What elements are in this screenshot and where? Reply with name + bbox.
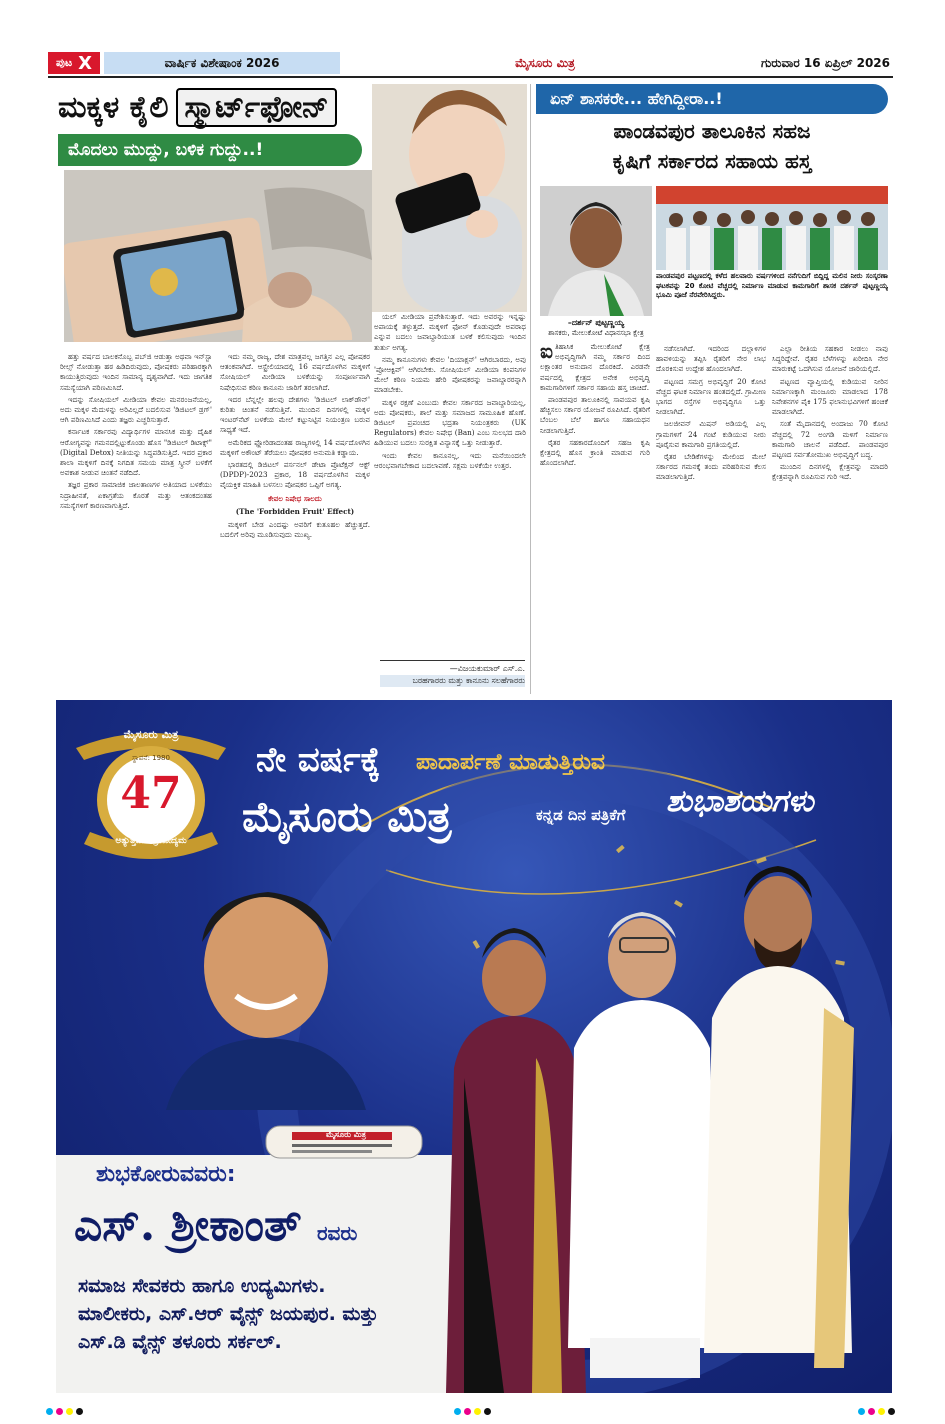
right-article-col2 <box>656 308 766 688</box>
badge-brand: ಮೈಸೂರು ಮಿತ್ರ <box>123 728 179 741</box>
paragraph: ಅಮೆರಿಕದ ಫ್ಲೋರಿಡಾದಂತಹ ರಾಜ್ಯಗಳಲ್ಲಿ 14 ವರ್ಷದೊಳಗಿನ ಮಕ್ಕಳಿಗೆ ಅಕೌಂಟ್ ತೆರೆಯಲು ಪೋಷಕರ ಅನುಮತಿ ಕಡ್ಡಾಯ. <box>220 437 370 457</box>
mla-name: –ದರ್ಶನ್ ಪುಟ್ಟಣ್ಣಯ್ಯ <box>567 318 625 327</box>
phone-hand-photo <box>64 170 372 342</box>
anniversary-advertisement <box>56 700 892 1393</box>
headline-part2: ಸ್ಮಾರ್ಟ್‌ಫೋನ್ <box>176 88 336 127</box>
page-number: X <box>78 52 93 74</box>
paragraph: ಮಕ್ಕಳಿಗೆ ಬೇಡ ಎಂದಷ್ಟು ಅವರಿಗೆ ಕುತೂಹಲ ಹೆಚ್ಚುತ್ತದೆ. ಬದಲಿಗೆ ಅರಿವು ಮೂಡಿಸುವುದು ಮುಖ್ಯ. <box>220 520 370 540</box>
paragraph: ಮುಂದಿನ ದಿನಗಳಲ್ಲಿ ಕ್ಷೇತ್ರವನ್ನು ಮಾದರಿ ಕ್ಷೇತ್ರವನ್ನಾಗಿ ರೂಪಿಸುವ ಗುರಿ ಇದೆ. <box>772 462 888 482</box>
paragraph: ನಡೆಸಲಾಗಿದೆ. ಇದರಿಂದ ದಲ್ಲಾಳಿಗಳ ಹಾವಳಿಯನ್ನು ತಪ್ಪಿಸಿ ರೈತರಿಗೆ ನೇರ ಲಾಭ ದೊರಕಿಸುವ ಉದ್ದೇಶ ಹೊಂದಲಾಗಿದೆ. <box>656 344 766 374</box>
newspaper-roll-image <box>262 1120 426 1164</box>
paragraph-text: ತಿಹಾಸಿಕ ಮೇಲುಕೋಟೆ ಕ್ಷೇತ್ರ ಅಭಿವೃದ್ಧಿಗಾಗಿ ನಮ್ಮ ಸರ್ಕಾರ ದಿಂದ ಲಕ್ಷಾಂತರ ಅನುದಾನ ದೊರಕಿದೆ. ಎರಡನೇ ವರ್ಷದಲ್ಲಿ ಕ್ಷೇತ್ರದ ಅನೇಕ ಅಭಿವೃದ್ಧಿ ಕಾಮಗಾರಿಗಳಿಗೆ ಸರ್ಕಾರ ಸಹಾಯ ಹಸ್ತ ಚಾಚಿದೆ. <box>540 342 650 392</box>
paragraph: ತಜ್ಞರ ಪ್ರಕಾರ ಸಾಮಾಜಿಕ ಜಾಲತಾಣಗಳ ಅತಿಯಾದ ಬಳಕೆಯು ನಿದ್ರಾಹೀನತೆ, ಏಕಾಗ್ರತೆಯ ಕೊರತೆ ಮತ್ತು ಆತಂಕದಂತಹ ಸಮಸ್ಯೆಗಳಿಗೆ ಕಾರಣವಾಗುತ್ತಿದೆ. <box>60 480 212 510</box>
yellow-dot <box>878 1408 885 1415</box>
issue-date: ಗುರುವಾರ 16 ಏಪ್ರಿಲ್ 2026 <box>760 55 890 70</box>
cyan-dot <box>454 1408 461 1415</box>
paragraph: ಭಾರತದಲ್ಲಿ ಡಿಜಿಟಲ್ ಪರ್ಸನಲ್ ಡೇಟಾ ಪ್ರೊಟೆಕ್ಷನ್ ಆಕ್ಟ್ (DPDP)-2023 ಪ್ರಕಾರ, 18 ವರ್ಷದೊಳಗಿನ ಮಕ್ಕಳ ವೈಯಕ್ತಿಕ ಮಾಹಿತಿ ಬಳಸಲು ಪೋಷಕರ ಒಪ್ಪಿಗೆ ಅಗತ್ಯ. <box>220 460 370 490</box>
page-number-badge <box>48 52 100 74</box>
paragraph: ಸಂತೆ ಮೈದಾನದಲ್ಲಿ ಅಂದಾಜು 70 ಕೋಟಿ ವೆಚ್ಚದಲ್ಲಿ 72 ಅಂಗಡಿ ಮಳಿಗೆ ನಿರ್ಮಾಣ ಕಾಮಗಾರಿ ಚಾಲನೆ ಪಡೆದಿದೆ. ಪಾಂಡವಪುರ ಪಟ್ಟಣದ ಸರ್ವತೋಮುಖ ಅಭಿವೃದ್ಧಿಗೆ ಬದ್ಧ. <box>772 419 888 460</box>
crowd-ceremony-photo <box>656 186 888 270</box>
child-with-phone-photo <box>372 84 527 312</box>
mla-title: ಶಾಸಕರು, ಮೇಲುಕೋಟೆ ವಿಧಾನಸಭಾ ಕ್ಷೇತ್ರ <box>548 329 644 337</box>
paragraph: ರೈತರ ಬೇಡಿಕೆಗಳನ್ನು ಮೇಲಿಂದ ಮೇಲೆ ಸರ್ಕಾರದ ಗಮನಕ್ಕೆ ತಂದು ಪರಿಹರಿಸುವ ಕೆಲಸ ಮಾಡಲಾಗುತ್ತಿದೆ. <box>656 452 766 482</box>
photo-caption: ಪಾಂಡವಪುರ ಪಟ್ಟಣದಲ್ಲಿ ಕಳೆದ ಹಲವಾರು ವರ್ಷಗಳಿಂದ ನನೆಗುದಿಗೆ ಬಿದ್ದಿದ್ದ ಮಲಿನ ನೀರು ಸಂಸ್ಕರಣಾ ಘಟಕವನ್ನು 20 ಕೋಟಿ ವೆಚ್ಚದಲ್ಲಿ ನಿರ್ಮಾಣ ಮಾಡುವ ಕಾಮಗಾರಿಗೆ ಶಾಸಕ ದರ್ಶನ್ ಪುಟ್ಟಣ್ಣಯ್ಯ ಭೂಮಿ ಪೂಜೆ ನೆರವೇರಿಸಿದ್ದರು. <box>656 272 888 299</box>
ad-year-line: ನೇ ವರ್ಷಕ್ಕೆ <box>256 740 381 780</box>
paragraph: ಹತ್ತು ವರ್ಷದ ಬಾಲಕನೊಬ್ಬ ಪಬ್‌ಜಿ ಆಡುತ್ತಾ ಅಥವಾ ಇನ್‌ಸ್ಟಾ ರೀಲ್ಸ್ ನೋಡುತ್ತಾ ಹಠ ಹಿಡಿದಿರುವುದು, ಪೋಷಕರು ಪರಿಹಾರಕ್ಕಾಗಿ ಕಾಯುತ್ತಿರುವುದು ಇಂದಿನ ಸಾಮಾನ್ಯ ದೃಶ್ಯವಾಗಿದೆ. ಇದು ಜಾಗತಿಕ ಸಮಸ್ಯೆಯಾಗಿ ಪರಿಣಮಿಸಿದೆ. <box>60 352 212 392</box>
ad-wishes: ಶುಭಾಶಯಗಳು <box>666 784 814 819</box>
yellow-dot <box>474 1408 481 1415</box>
left-article-col1 <box>60 352 212 682</box>
paragraph: ಪಾಂಡವಪುರ ತಾಲೂಕಿನಲ್ಲಿ ಸಾವಯವ ಕೃಷಿ ಹೆಚ್ಚಿಸಲು ಸರ್ಕಾರ ಯೋಜನೆ ರೂಪಿಸಿದೆ. ರೈತರಿಗೆ ಬೆಂಬಲ ಬೆಲೆ ಹಾಗೂ ಸಹಾಯಧನ ನೀಡಲಾಗುತ್ತಿದೆ. <box>540 395 650 435</box>
magenta-dot <box>56 1408 63 1415</box>
byline-role: ಬರಹಗಾರರು ಮತ್ತು ಕಾನೂನು ಸಲಹೆಗಾರರು <box>380 675 525 687</box>
mla-caption <box>536 318 656 340</box>
badge-motto: ಅತ್ಯುತ್ತಮ ಪತ್ರಿಕೋದ್ಯಮ <box>115 836 187 846</box>
black-dot <box>484 1408 491 1415</box>
paragraph: ಯಲ್ ಮೀಡಿಯಾ ಪ್ರವೇಶಿಸುತ್ತಾರೆ. ಇದು ಅವರನ್ನು ಇನ್ನಷ್ಟು ಅಪಾಯಕ್ಕೆ ತಳ್ಳುತ್ತದೆ. ಮಕ್ಕಳಿಗೆ ಫೋನ್ ಕೊಡುವುದೇ ಅಪರಾಧ ಎನ್ನುವ ಬದಲು ಜವಾಬ್ದಾರಿಯುತ ಬಳಕೆ ಕಲಿಸುವುದು ಇಂದಿನ ತುರ್ತು ಅಗತ್ಯ. <box>374 312 526 352</box>
ad-paper-name: ಮೈಸೂರು ಮಿತ್ರ <box>242 792 452 841</box>
ad-paper-type: ಕನ್ನಡ ದಿನ ಪತ್ರಿಕೆಗೆ <box>536 806 626 824</box>
paragraph: ಪಟ್ಟಣದ ಸಮಗ್ರ ಅಭಿವೃದ್ಧಿಗೆ 20 ಕೋಟಿ ವೆಚ್ಚದ ಘಟಕ ನಿರ್ಮಾಣ ಹಂತದಲ್ಲಿದೆ. ಗ್ರಾಮೀಣ ಭಾಗದ ರಸ್ತೆಗಳ ಅಭಿವೃದ್ಧಿಗೂ ಒತ್ತು ನೀಡಲಾಗಿದೆ. <box>656 376 766 417</box>
left-article-col2 <box>220 352 370 682</box>
paragraph: ನಮ್ಮ ಕಾನೂನುಗಳು ಕೇವಲ 'ದಿಯಾಕ್ಷನ್' ಆಗಿರಬಾರದು, ಅವು 'ಪ್ರೋಆಕ್ಟಿವ್' ಆಗಿರಬೇಕು. ಸೋಷಿಯಲ್ ಮೀಡಿಯಾ ಕಂಪನಿಗಳ ಮೇಲೆ ಕಠಿಣ ನಿಯಮ ಹೇರಿ ಪೋಷಕರನ್ನು ಜವಾಬ್ದಾರರನ್ನಾಗಿ ಮಾಡಬೇಕು. <box>374 354 526 395</box>
sponsor-name-text: ಎಸ್. ಶ್ರೀಕಾಂತ್ <box>74 1200 302 1251</box>
byline-name: —ವಿಜಯಕುಮಾರ್ ಎಸ್.ಎ. <box>449 664 525 673</box>
sponsor-name <box>74 1200 454 1270</box>
anniversary-badge <box>66 718 236 866</box>
yellow-dot <box>66 1408 73 1415</box>
masthead-brand: ಮೈಸೂರು ಮಿತ್ರ <box>515 55 575 70</box>
right-article-col1 <box>540 342 650 688</box>
paragraph: ರೈತರ ಸಹಕಾರದೊಂದಿಗೆ ಸಹಜ ಕೃಷಿ ಕ್ಷೇತ್ರದಲ್ಲಿ ಹೊಸ ಕ್ರಾಂತಿ ಮಾಡುವ ಗುರಿ ಹೊಂದಲಾಗಿದೆ. <box>540 437 650 468</box>
right-article-col3 <box>772 308 888 688</box>
paragraph: ಕರ್ನಾಟಕ ಸರ್ಕಾರವು ವಿದ್ಯಾರ್ಥಿಗಳ ಮಾನಸಿಕ ಮತ್ತು ದೈಹಿಕ ಆರೋಗ್ಯವನ್ನು ಗಮನದಲ್ಲಿಟ್ಟುಕೊಂಡು ಹೊಸ "ಡಿಜಿಟಲ್ ಡಿಟಾಕ್ಸ್" (Digital Detox) ನೀತಿಯನ್ನು ಸಿದ್ಧಪಡಿಸುತ್ತಿದೆ. ಇದರ ಪ್ರಕಾರ ಶಾಲಾ ಮಕ್ಕಳಿಗೆ ದಿನಕ್ಕೆ ನಿಗದಿತ ಸಮಯ ಮಾತ್ರ ಸ್ಕ್ರೀನ್ ಬಳಕೆಗೆ ಅವಕಾಶ ನೀಡುವ ಚಿಂತನೆ ನಡೆದಿದೆ. <box>60 427 212 478</box>
paragraph: ಇಂದು ಕೇವಲ ಕಾನೂನಲ್ಲ, ಇದು ಮನೆಯಿಂದಲೇ ಆರಂಭವಾಗಬೇಕಾದ ಬದಲಾವಣೆ. ಸಕ್ಷಮ ಬಳಕೆಯೇ ಉತ್ತರ. <box>374 450 526 470</box>
badge-since: ಸ್ಥಾಪನೆ: 1980 <box>132 754 170 762</box>
paragraph: ಜಲಜೀವನ್ ಮಿಷನ್ ಅಡಿಯಲ್ಲಿ ಎಲ್ಲ ಗ್ರಾಮಗಳಿಗೆ 24 ಗಂಟೆ ಕುಡಿಯುವ ನೀರು ಪೂರೈಸುವ ಕಾಮಗಾರಿ ಪ್ರಗತಿಯಲ್ಲಿದೆ. <box>656 419 766 449</box>
header-rule <box>48 76 893 78</box>
headline-line2: ಕೃಷಿಗೆ ಸರ್ಕಾರದ ಸಹಾಯ ಹಸ್ತ <box>612 149 812 173</box>
col2-subhead-en: (The 'Forbidden Fruit' Effect) <box>235 506 355 516</box>
sponsor-description <box>78 1272 458 1382</box>
sponsor-label: ಶುಭಕೋರುವವರು: <box>96 1162 236 1187</box>
paragraph: ಇದು ನಮ್ಮ ರಾಜ್ಯ, ದೇಶ ಮಾತ್ರವಲ್ಲ ಜಗತ್ತಿನ ಎಲ್ಲ ಪೋಷಕರ ಆತಂಕವಾಗಿದೆ. ಆಸ್ಟ್ರೇಲಿಯಾದಲ್ಲಿ 16 ವರ್ಷದೊಳಗಿನ ಮಕ್ಕಳಿಗೆ ಸೋಷಿಯಲ್ ಮೀಡಿಯಾ ಬಳಕೆಯನ್ನು ಸಂಪೂರ್ಣವಾಗಿ ನಿಷೇಧಿಸುವ ಕಠಿಣ ಕಾನೂನು ಜಾರಿಗೆ ತರಲಾಗಿದೆ. <box>220 352 370 392</box>
badge-number: 47 <box>120 768 182 819</box>
mla-portrait-photo <box>540 186 652 316</box>
paragraph: ಎಲ್ಲಾ ರೀತಿಯ ಸಹಕಾರ ನೀಡಲು ನಾವು ಸಿದ್ಧರಿದ್ದೇವೆ. ರೈತರ ಬೆಳೆಗಳನ್ನು ಖರೀದಿಸಿ ನೇರ ಮಾರುಕಟ್ಟೆ ಒದಗಿಸುವ ಯೋಜನೆ ಜಾರಿಯಲ್ಲಿದೆ. <box>772 344 888 374</box>
left-byline <box>380 660 525 694</box>
page-label: ಪುಟ <box>55 56 73 69</box>
actor-portrait <box>136 870 376 1110</box>
paragraph: ಇದರ ಬೆನ್ನಲ್ಲೇ ಹಲವು ದೇಶಗಳು 'ಡಿಜಿಟಲ್ ಲಾಕ್‌ಡೌನ್' ಕುರಿತು ಚಿಂತನೆ ನಡೆಸುತ್ತಿವೆ. ಮುಂದಿನ ದಿನಗಳಲ್ಲಿ ಮಕ್ಕಳ ಇಂಟರ್‌ನೆಟ್ ಬಳಕೆಯ ಮೇಲೆ ಕಟ್ಟುನಿಟ್ಟಿನ ನಿಯಂತ್ರಣ ಬರುವ ಸಾಧ್ಯತೆ ಇದೆ. <box>220 394 370 435</box>
ad-stepping-line: ಪಾದಾರ್ಪಣೆ ಮಾಡುತ್ತಿರುವ <box>416 750 606 775</box>
paragraph: ಇದನ್ನು ಸೋಷಿಯಲ್ ಮೀಡಿಯಾ ಕೇವಲ ಮನರಂಜನೆಯಲ್ಲ, ಅದು ಮಕ್ಕಳ ಮೆದುಳನ್ನು ಅರಿವಿಲ್ಲದೆ ಬದಲಿಸುವ 'ಡಿಜಿಟಲ್ ಡ್ರಗ್' ಆಗಿ ಪರಿಣಮಿಸಿದೆ ಎಂದು ತಜ್ಞರು ಎಚ್ಚರಿಸುತ್ತಾರೆ. <box>60 394 212 425</box>
paragraph <box>540 342 650 393</box>
section-title: ವಾರ್ಷಿಕ ವಿಶೇಷಾಂಕ 2026 <box>104 52 340 74</box>
sponsor-name-suffix: ರವರು <box>316 1221 358 1245</box>
right-headline <box>536 116 888 180</box>
magenta-dot <box>464 1408 471 1415</box>
magenta-dot <box>868 1408 875 1415</box>
headline-line1: ಪಾಂಡವಪುರ ತಾಲೂಕಿನ ಸಹಜ <box>613 119 811 143</box>
column-divider <box>530 84 531 694</box>
desc-line: ಮಾಲೀಕರು, ಎಸ್.ಆರ್ ವೈನ್ಸ್ ಜಯಪುರ. ಮತ್ತು <box>78 1303 379 1325</box>
cyan-dot <box>46 1408 53 1415</box>
desc-line: ಎಸ್.ಡಿ ವೈನ್ಸ್ ತಳೂರು ಸರ್ಕಲ್. <box>78 1331 282 1353</box>
black-dot <box>76 1408 83 1415</box>
paragraph: ಮಕ್ಕಳ ರಕ್ಷಣೆ ಎಂಬುದು ಕೇವಲ ಸರ್ಕಾರದ ಜವಾಬ್ದಾರಿಯಲ್ಲ, ಅದು ಪೋಷಕರು, ಶಾಲೆ ಮತ್ತು ಸಮಾಜದ ಸಾಮೂಹಿಕ ಹೊಣೆ. ಡಿಜಿಟಲ್ ಪ್ರಪಂಚದ ಭದ್ರತಾ ನಿಯಂತ್ರಕರು (UK Regulators) ಕೇವಲ ನಿಷೇಧ (Ban) ಎಂಬ ಸುಲಭದ ದಾರಿ ಹಿಡಿಯುವ ಬದಲು ಸುರಕ್ಷಿತ ವಿನ್ಯಾಸಕ್ಕೆ ಒತ್ತು ನೀಡುತ್ತಾರೆ. <box>374 397 526 448</box>
sponsor-family-photo <box>434 818 890 1393</box>
roll-label: ಮೈಸೂರು ಮಿತ್ರ <box>326 1130 366 1139</box>
left-subhead: ಮೊದಲು ಮುದ್ದು, ಬಳಿಕ ಗುದ್ದು..! <box>58 134 362 166</box>
headline-part1: ಮಕ್ಕಳ ಕೈಲಿ <box>58 89 169 125</box>
paragraph: ಪಟ್ಟಣದ ವ್ಯಾಪ್ತಿಯಲ್ಲಿ ಕುಡಿಯುವ ನೀರಿನ ನಿರ್ಮಾಣಕ್ಕಾಗಿ ಮಂಜೂರು ಮಾಡಲಾದ 178 ನಿವೇಶನಗಳ ಪೈಕಿ 175 ಫಲಾನುಭವಿಗಳಿಗೆ ಹಂಚಿಕೆ ಮಾಡಲಾಗಿದೆ. <box>772 376 888 417</box>
col2-subhead: ಕೇವಲ ನಿಷೇಧ ಸಾಲದು <box>268 493 322 503</box>
cyan-dot <box>858 1408 865 1415</box>
desc-line: ಸಮಾಜ ಸೇವಕರು ಹಾಗೂ ಉದ್ಯಮಿಗಳು. <box>78 1275 326 1297</box>
right-kicker: ಏನ್ ಶಾಸಕರೇ... ಹೇಗಿದ್ದೀರಾ..! <box>536 84 888 114</box>
black-dot <box>888 1408 895 1415</box>
drop-cap: ಐ <box>540 342 553 363</box>
left-headline <box>58 84 420 130</box>
left-article-col3 <box>374 312 526 642</box>
